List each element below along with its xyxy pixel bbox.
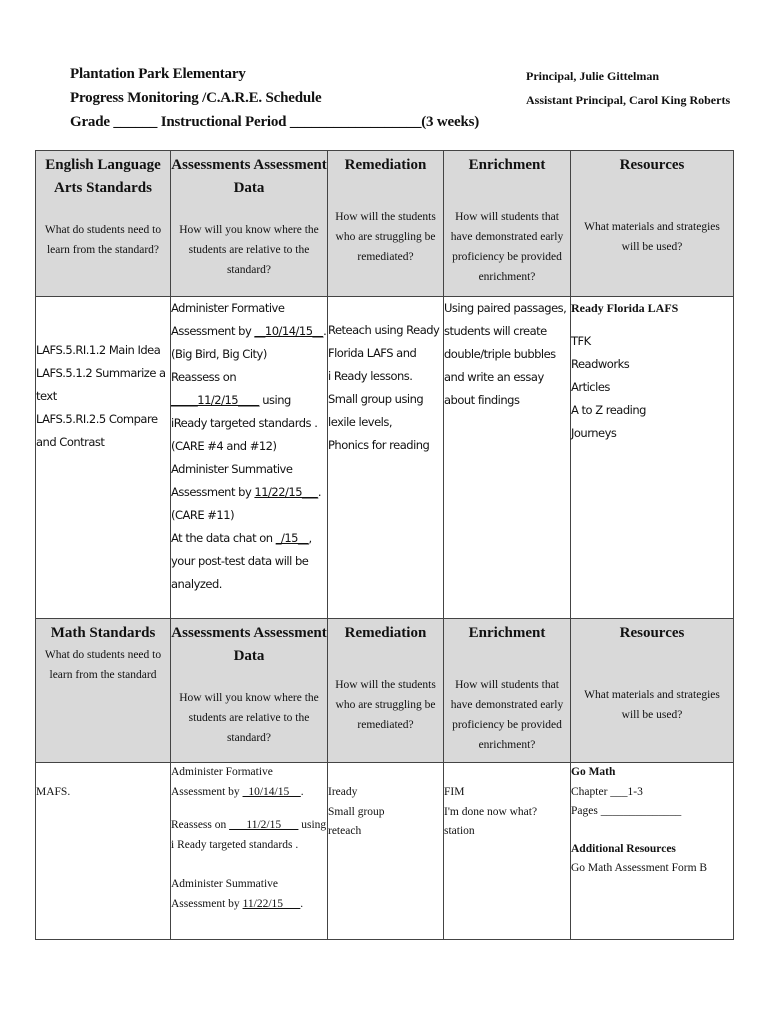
ela-enrichment-header	[444, 151, 571, 297]
remediation-item: Reteach using Ready Florida LAFS and	[328, 323, 440, 360]
assess-text: Administer Summative Assessment by	[171, 462, 293, 499]
math-standards-header	[36, 619, 171, 763]
ela-standard: LAFS.5.1.2 Summarize a text	[36, 366, 166, 403]
math-header-row	[36, 619, 734, 763]
resources-title: Go Math	[571, 766, 616, 778]
pages-value: ______________	[600, 805, 682, 817]
math-resources-header	[571, 619, 734, 763]
math-content-row	[36, 763, 734, 940]
ela-header-row	[36, 151, 734, 297]
math-enrichment-question: How will students that have demonstrated early proficiency be provided enrichment?	[450, 679, 564, 751]
spacer	[171, 802, 327, 816]
remediation-item: i Ready lessons.	[328, 369, 413, 383]
remediation-item: Iready	[328, 786, 358, 798]
math-assessments-cell: Administer Formative Assessment by _10/14/15__. Reassess on ___11/2/15___ using i Ready targeted standards . Administer Summative Assessment by 11/22/15___.	[171, 763, 328, 940]
ela-assessments-cell: Administer Formative Assessment by __10/14/15__. (Big Bird, Big City) Reassess on _____11/2/15____ using iReady targeted standards . (CARE #4 and #12) Administer Summative Assessment by 11/22/15___. (CARE #11) At the data chat on _/15__, your post-test data will be analyzed.	[171, 297, 328, 619]
ela-remediation-title: Remediation	[344, 157, 427, 173]
ela-resources-cell	[571, 297, 734, 619]
assess-text: Reassess on	[171, 819, 227, 831]
ela-remediation-cell	[328, 297, 444, 619]
ela-assessments-question: How will you know where the students are relative to the standard?	[179, 224, 319, 276]
ela-standards-header	[36, 151, 171, 297]
resources-title: Ready Florida LAFS	[571, 301, 679, 315]
chapter-label: Chapter	[571, 785, 608, 798]
reassess-date: _____11/2/15____	[171, 393, 260, 407]
ela-remediation-question: How will the students who are struggling be remediated?	[335, 211, 436, 263]
math-standards-question: What do students need to learn from the standard	[44, 649, 162, 681]
ela-assessments-title: Assessments Assessment Data	[171, 157, 327, 196]
assess-text: (CARE #4 and #12)	[171, 439, 277, 453]
assess-text: Administer Formative Assessment by	[171, 766, 273, 798]
math-remediation-cell	[328, 763, 444, 940]
assess-text: using iReady targeted standards .	[171, 393, 318, 430]
assess-text: Administer Formative Assessment by	[171, 301, 285, 338]
ela-enrichment-question: How will students that have demonstrated early proficiency be provided enrichment?	[450, 211, 564, 283]
chapter-value: ___1-3	[610, 785, 643, 798]
math-standards-title: Math Standards	[50, 625, 156, 641]
enrichment-item: FIM	[444, 786, 465, 798]
ela-standard: LAFS.5.RI.2.5 Compare and Contrast	[36, 412, 158, 449]
math-standard: MAFS.	[36, 786, 71, 798]
ela-enrichment-cell	[444, 297, 571, 619]
school-name: Plantation Park Elementary	[70, 66, 246, 82]
pages-label: Pages	[571, 805, 598, 817]
care-schedule-table	[35, 150, 734, 940]
spacer	[171, 855, 327, 875]
remediation-item: Small group	[328, 805, 385, 818]
ela-resources-question: What materials and strategies will be used?	[584, 221, 720, 253]
pages-line	[571, 802, 733, 822]
summative-date: 11/22/15___	[242, 897, 301, 910]
assess-text: Administer Summative Assessment by	[171, 878, 279, 910]
math-assessments-question: How will you know where the students are relative to the standard?	[179, 692, 319, 744]
remediation-item: Small group using lexile levels,	[328, 392, 424, 429]
ela-standards-question: What do students need to learn from the standard?	[44, 224, 162, 256]
math-enrichment-header	[444, 619, 571, 763]
math-standards-cell	[36, 763, 171, 940]
ela-assessments-header	[171, 151, 328, 297]
assess-text: (Big Bird, Big City)	[171, 347, 267, 361]
assistant-principal-name: Assistant Principal, Carol King Roberts	[526, 93, 731, 107]
resource-item: Journeys	[571, 426, 617, 440]
assess-text: using i Ready targeted standards .	[171, 819, 327, 851]
remediation-item: reteach	[328, 825, 362, 837]
enrichment-text: Using paired passages, students will create double/triple bubbles and write an essay about findings	[444, 301, 567, 407]
enrichment-item: I'm done now what? station	[444, 805, 538, 837]
ela-resources-title: Resources	[619, 157, 685, 173]
ela-standards-title: English Language Arts Standards	[45, 157, 161, 196]
ela-resources-header	[571, 151, 734, 297]
spacer	[571, 822, 733, 840]
ela-remediation-header	[328, 151, 444, 297]
summative-date: 11/22/15___	[254, 485, 318, 499]
math-assessments-header	[171, 619, 328, 763]
assess-text: (CARE #11)	[171, 508, 235, 522]
math-remediation-header	[328, 619, 444, 763]
math-resources-question: What materials and strategies will be used?	[584, 689, 720, 721]
resource-item: Articles	[571, 380, 610, 394]
remediation-item: Phonics for reading	[328, 438, 430, 452]
math-remediation-title: Remediation	[344, 625, 427, 641]
math-assessments-title: Assessments Assessment Data	[171, 625, 327, 664]
principal-name: Principal, Julie Gittelman	[526, 69, 659, 83]
math-resources-cell	[571, 763, 734, 940]
data-chat-date: _/15__	[275, 531, 309, 545]
resource-item: TFK	[571, 334, 591, 348]
additional-resources-title: Additional Resources	[571, 842, 676, 855]
reassess-date: ___11/2/15___	[229, 819, 299, 831]
grade-period-line: Grade ______ Instructional Period __________________(3 weeks)	[70, 114, 480, 130]
formative-date: __10/14/15__	[254, 324, 324, 338]
header-left	[70, 62, 479, 134]
resource-item: A to Z reading	[571, 403, 646, 417]
ela-enrichment-title: Enrichment	[468, 157, 546, 173]
header-right	[526, 64, 730, 112]
assess-text: your post-test data will be analyzed.	[171, 554, 309, 591]
formative-date: _10/14/15__	[242, 785, 301, 798]
math-resources-title: Resources	[619, 625, 685, 641]
assess-text: Reassess on	[171, 370, 237, 384]
math-enrichment-title: Enrichment	[468, 625, 546, 641]
ela-standard: LAFS.5.RI.1.2 Main Idea	[36, 343, 161, 357]
ela-content-row	[36, 297, 734, 619]
ela-standards-cell	[36, 297, 171, 619]
math-remediation-question: How will the students who are struggling be remediated?	[335, 679, 436, 731]
resource-item: Go Math Assessment Form B	[571, 862, 708, 874]
assess-text: At the data chat on	[171, 531, 273, 545]
chapter-line	[571, 783, 733, 803]
resource-item: Readworks	[571, 357, 630, 371]
math-enrichment-cell	[444, 763, 571, 940]
schedule-title: Progress Monitoring /C.A.R.E. Schedule	[70, 90, 322, 106]
